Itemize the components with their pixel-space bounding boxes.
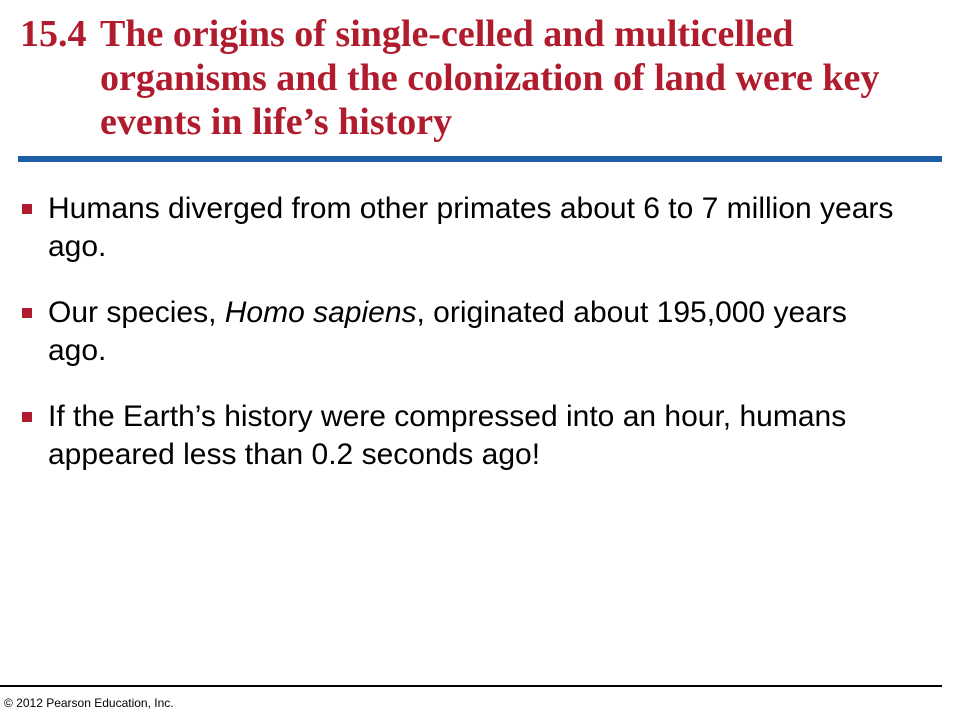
- bullet-item: [20, 294, 900, 370]
- bullet-text-after: , originated about 195,000 years ago.: [48, 296, 847, 367]
- bullet-item: [20, 398, 900, 474]
- bullet-text: If the Earth’s history were compressed into an hour, humans appeared less than 0.2 seconds ago!: [48, 400, 847, 471]
- species-name: Homo sapiens: [224, 296, 417, 329]
- section-number: 15.4: [20, 13, 87, 55]
- copyright-notice: © 2012 Pearson Education, Inc.: [4, 696, 174, 710]
- bullet-text-before: Our species,: [48, 296, 225, 329]
- bullet-list: [20, 190, 900, 502]
- footer-divider: [0, 685, 942, 687]
- bullet-item: [20, 190, 900, 266]
- square-bullet-icon: [22, 204, 32, 214]
- title-divider: [18, 156, 942, 162]
- square-bullet-icon: [22, 308, 32, 318]
- bullet-text: Humans diverged from other primates about 6 to 7 million years ago.: [48, 192, 894, 263]
- slide-title: [20, 12, 940, 144]
- title-text: The origins of single-celled and multicelled organisms and the colonization of land were key events in life’s history: [100, 13, 880, 143]
- square-bullet-icon: [22, 412, 32, 422]
